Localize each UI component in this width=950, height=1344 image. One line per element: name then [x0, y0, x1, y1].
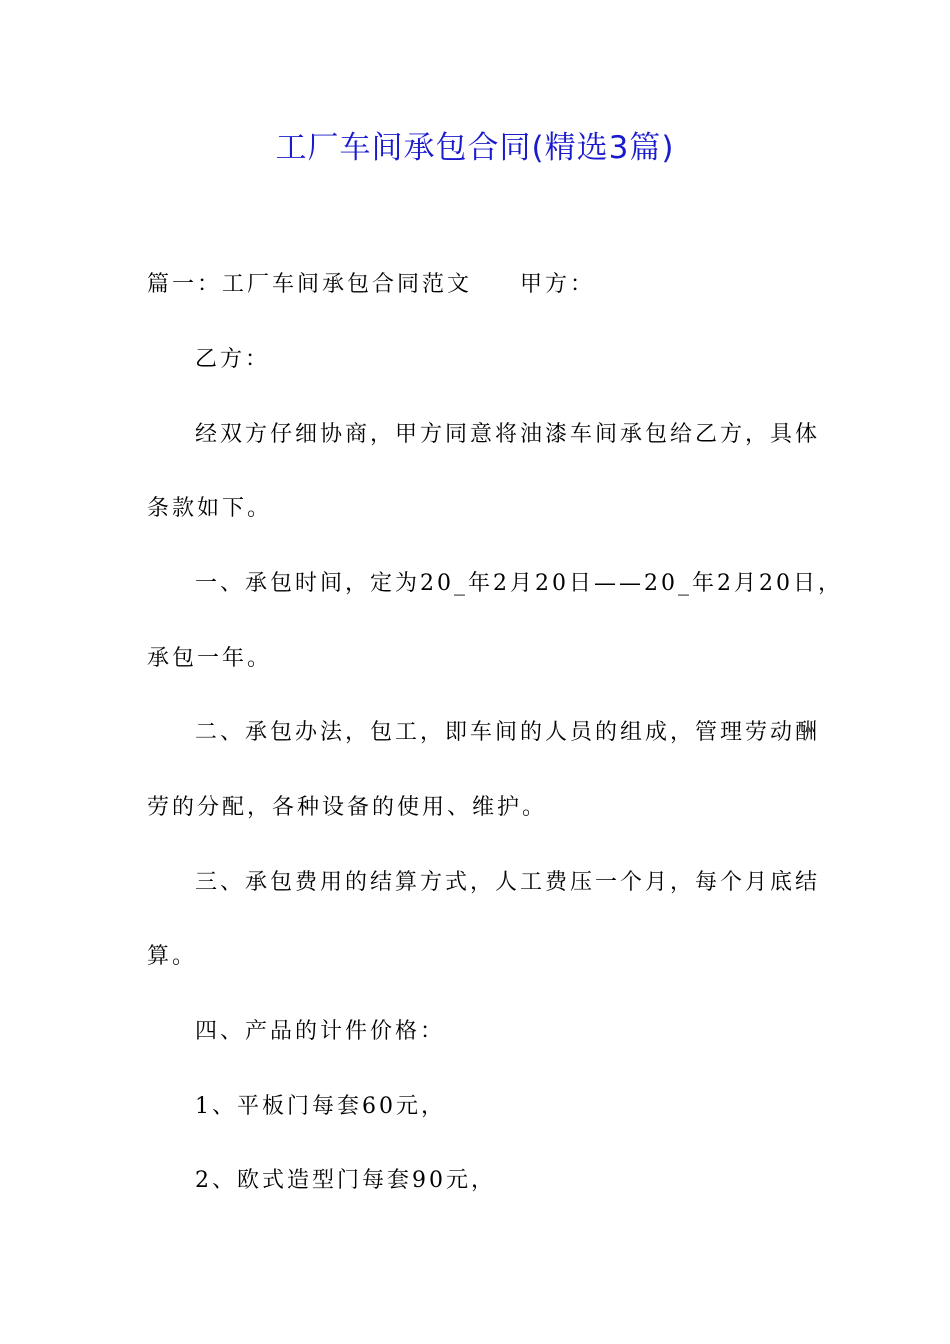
- party-a-label: 甲方：: [520, 272, 596, 297]
- clause-3-line-1: 三、承包费用的结算方式，人工费压一个月，每个月底结: [195, 870, 821, 895]
- clause-1-line-1: 一、承包时间，定为20_年2月20日——20_年2月20日，: [195, 571, 843, 596]
- clause-4-heading: 四、产品的计件价格：: [195, 1019, 446, 1044]
- document-title: 工厂车间承包合同(精选3篇): [275, 130, 675, 166]
- price-item-2: 2、欧式造型门每套90元，: [195, 1168, 496, 1193]
- clause-3-line-2: 算。: [147, 944, 198, 969]
- clause-2-line-2: 劳的分配，各种设备的使用、维护。: [147, 795, 548, 820]
- section-heading: 篇一：工厂车间承包合同范文: [147, 272, 473, 297]
- party-b-label: 乙方：: [195, 347, 271, 372]
- price-item-1: 1、平板门每套60元，: [195, 1094, 446, 1119]
- section-heading-line: [147, 270, 595, 300]
- clause-2-line-1: 二、承包办法，包工，即车间的人员的组成，管理劳动酬: [195, 720, 821, 745]
- intro-paragraph-line-2: 条款如下。: [147, 496, 273, 521]
- clause-1-line-2: 承包一年。: [147, 646, 273, 671]
- intro-paragraph-line-1: 经双方仔细协商，甲方同意将油漆车间承包给乙方，具体: [195, 422, 821, 447]
